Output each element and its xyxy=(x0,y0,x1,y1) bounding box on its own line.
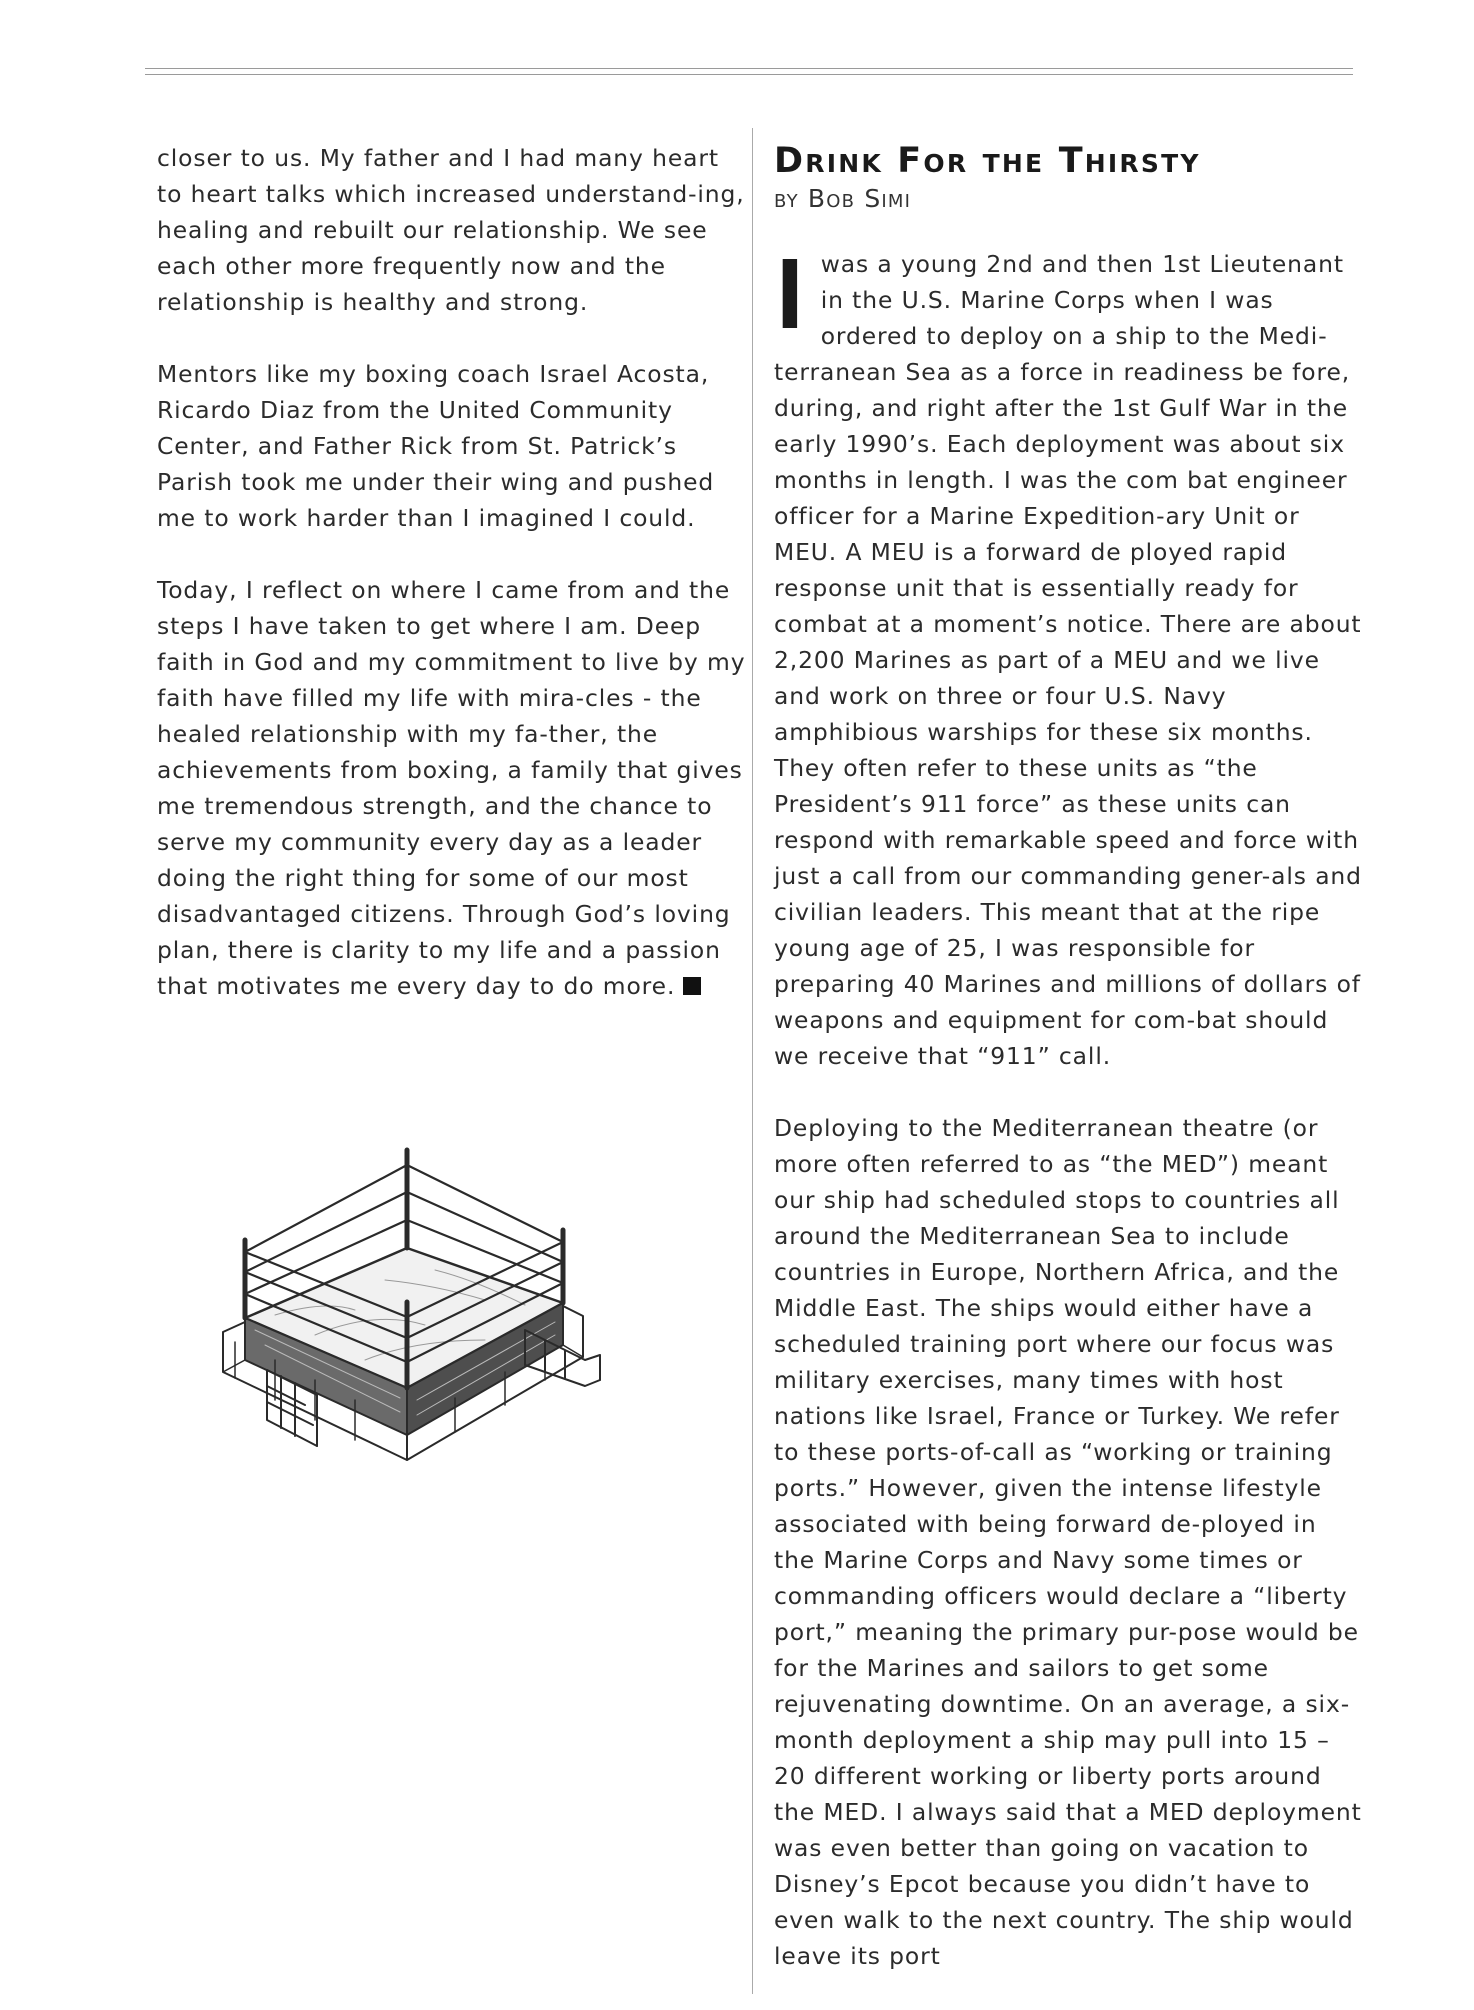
drop-cap: I xyxy=(776,238,805,350)
paragraph-text: Today, I reflect on where I came from and the steps I have taken to get where I am. Deep faith in God and my commitment to live by my faith have filled my life with mira-cles - the healed relationship with my fa-ther, the achievements from boxing, a family that gives me tremendous strength, and the chance to serve my community every day as a leader doing the right thing for some of our most disadvantaged citizens. Through God’s loving plan, there is clarity to my life and a passion that motivates me every day to do more. xyxy=(157,576,746,1000)
column-divider xyxy=(752,128,753,1994)
boxing-ring-icon xyxy=(205,1110,645,1560)
paragraph xyxy=(157,572,749,1004)
paragraph: Mentors like my boxing coach Israel Acosta, Ricardo Diaz from the United Community Center, and Father Rick from St. Patrick’s Parish took me under their wing and pushed me to work harder than I imagined I could. xyxy=(157,360,715,532)
left-column xyxy=(157,140,749,1040)
end-mark-icon xyxy=(683,977,701,995)
article xyxy=(774,140,1364,2010)
paragraph xyxy=(774,238,1364,1074)
article-title: Drink For the Thirsty xyxy=(774,141,1201,181)
paragraph: closer to us. My father and I had many heart to heart talks which increased understand-ing, healing and rebuilt our relationship. We see each other more frequently now and the relationship is healthy and strong. xyxy=(157,144,745,316)
paragraph: Deploying to the Mediterranean theatre (or more often referred to as “the MED”) meant our ship had scheduled stops to countries all around the Mediterranean Sea to include countries in Europe, Northern Africa, and the Middle East. The ships would either have a scheduled training port where our focus was military exercises, many times with host nations like Israel, France or Turkey. We refer to these ports-of-call as “working or training ports.” However, given the intense lifestyle associated with being forward de-ployed in the Marine Corps and Navy some times or commanding officers would declare a “liberty port,” meaning the primary pur-pose would be for the Marines and sailors to get some rejuvenating downtime. On an average, a six-month deployment a ship may pull into 15 – 20 different working or liberty ports around the MED. I always said that a MED deployment was even better than going on vacation to Disney’s Epcot because you didn’t have to even walk to the next country. The ship would leave its port xyxy=(774,1114,1362,1970)
paragraph-text: was a young 2nd and then 1st Lieutenant in the U.S. Marine Corps when I was ordered to deploy on a ship to the Medi-terranean Sea as a force in readiness be fore, during, and right after the 1st Gulf War in the early 1990’s. Each deployment was about six months in length. I was the com bat engineer officer for a Marine Expedition-ary Unit or MEU. A MEU is a forward de ployed rapid response unit that is essentially ready for combat at a moment’s notice. There are about 2,200 Marines as part of a MEU and we live and work on three or four U.S. Navy amphibious warships for these six months. They often refer to these units as “the President’s 911 force” as these units can respond with remarkable speed and force with just a call from our commanding gener-als and civilian leaders. This meant that at the ripe young age of 25, I was responsible for preparing 40 Marines and millions of dollars of weapons and equipment for com-bat should we receive that “911” call. xyxy=(774,250,1362,1070)
header-rule xyxy=(145,68,1353,75)
article-byline: by Bob Simi xyxy=(774,184,912,213)
